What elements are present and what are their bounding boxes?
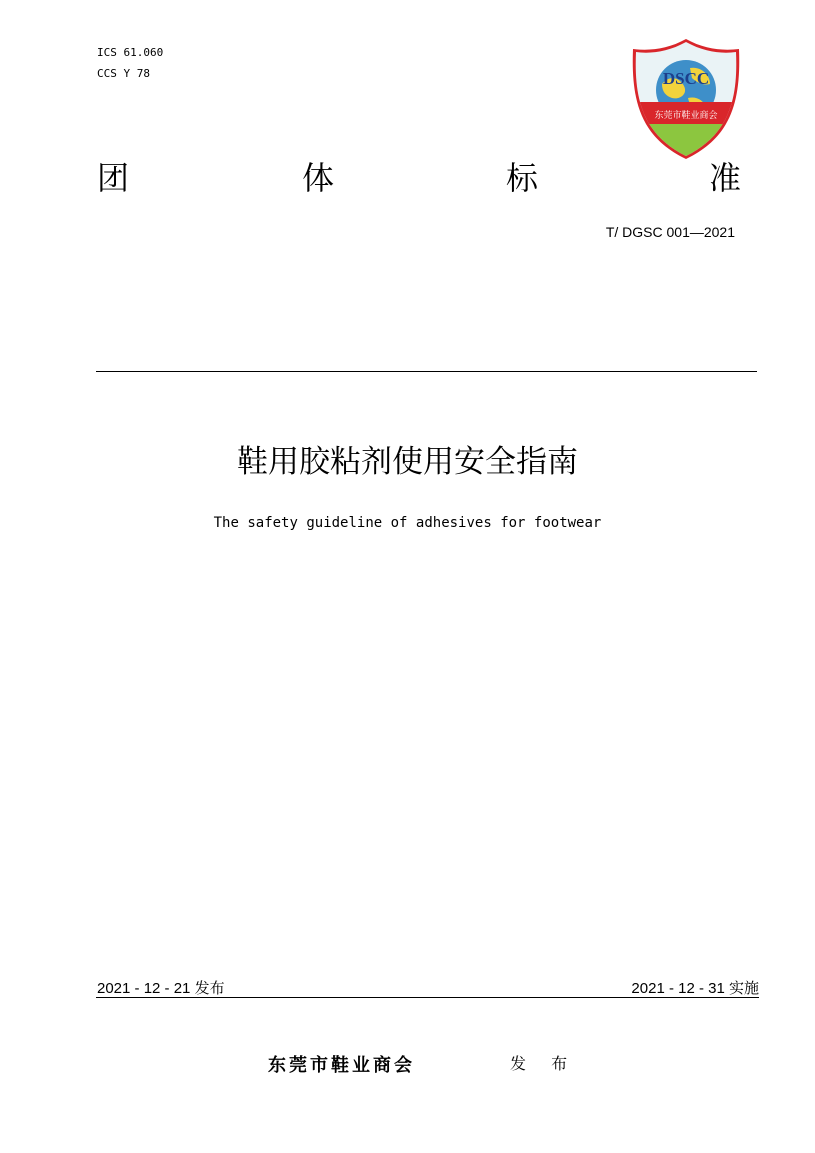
logo-band-text: 东莞市鞋业商会 (654, 111, 718, 121)
document-title-en: The safety guideline of adhesives for footwear (213, 515, 602, 531)
bottom-divider (96, 997, 759, 998)
top-divider (96, 371, 757, 372)
doc-type-char-3: 标 (506, 159, 539, 197)
publisher-action: 发 布 (510, 1054, 578, 1073)
doc-type-char-2: 体 (302, 159, 335, 197)
dscc-logo (632, 38, 740, 160)
ics-code: ICS 61.060 (97, 46, 164, 59)
implement-date: 2021 - 12 - 31 实施 (631, 980, 759, 997)
document-title-cn: 鞋用胶粘剂使用安全指南 (237, 444, 578, 480)
standard-number: T/ DGSC 001—2021 (605, 224, 735, 240)
doc-type-char-1: 团 (97, 159, 130, 197)
logo-text: DSCC (662, 69, 710, 88)
classification-codes (97, 42, 163, 84)
publish-date: 2021 - 12 - 21 发布 (97, 980, 225, 997)
publisher-org: 东莞市鞋业商会 (268, 1055, 415, 1076)
doc-type-char-4: 准 (709, 159, 742, 197)
ccs-code: CCS Y 78 (97, 67, 150, 80)
